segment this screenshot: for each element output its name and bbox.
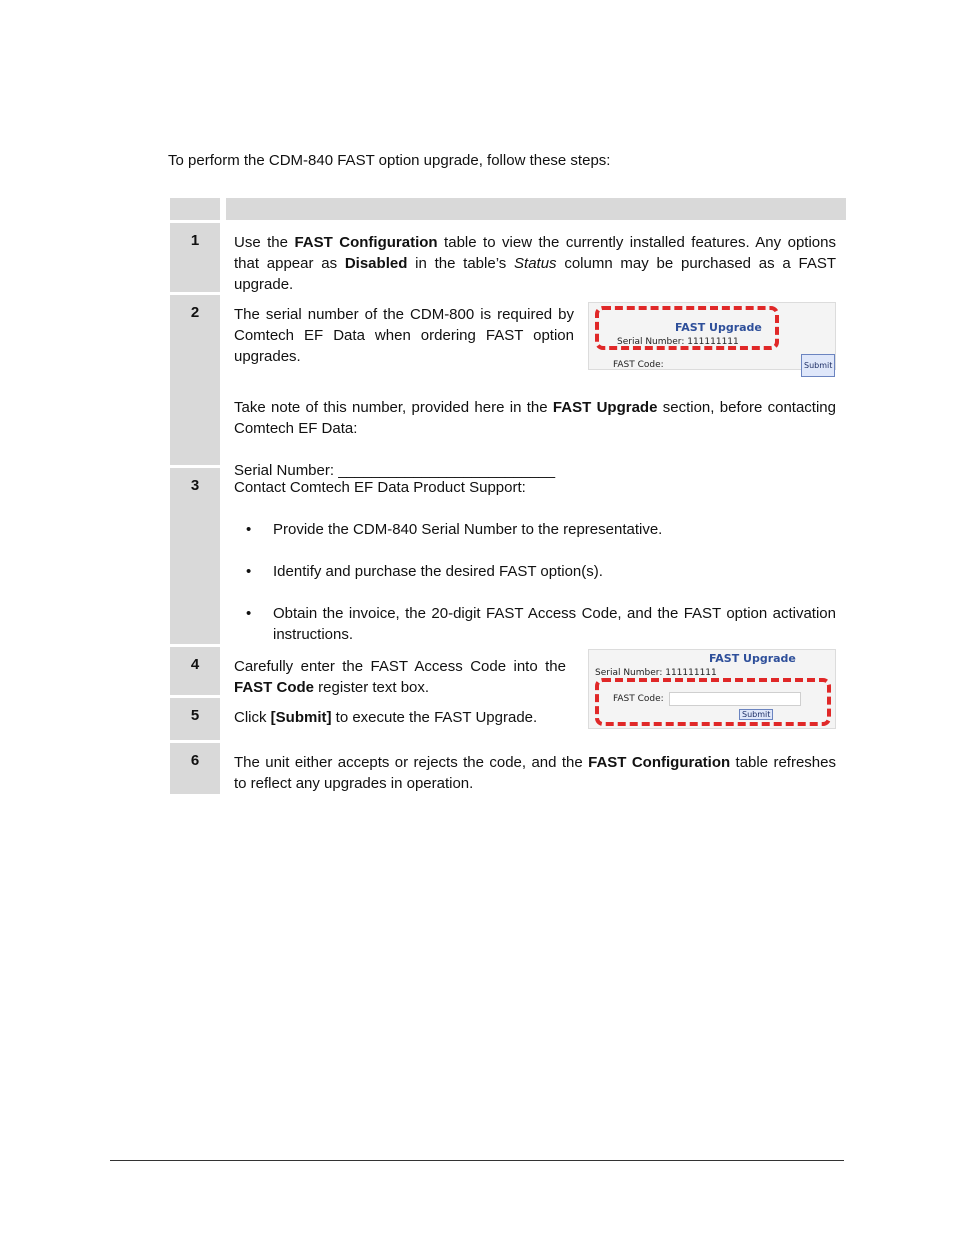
step-text: Click [Submit] to execute the FAST Upgrade.: [234, 709, 538, 726]
step-number: 2: [170, 295, 220, 465]
footer-divider: [110, 1160, 844, 1161]
step-text: Use the FAST Configuration table to view the currently installed features. Any options that appear as Disabled in the table’s Status column may be purchased as a FAST upgrade.: [234, 234, 836, 293]
list-item: • Provide the CDM-840 Serial Number to the representative.: [246, 521, 663, 538]
step-number: 5: [170, 698, 220, 740]
table-row: [170, 295, 846, 479]
highlight-serial-box: [595, 306, 779, 350]
screenshot-code-label: FAST Code:: [613, 694, 664, 704]
fast-upgrade-screenshot: [588, 302, 836, 370]
list-item: • Identify and purchase the desired FAST option(s).: [246, 563, 603, 580]
header-action-cell: [226, 198, 846, 220]
step-2-p2: Take note of this number, provided here in the FAST Upgrade section, before contacting Comtech EF Data:: [234, 399, 836, 437]
step-text: The unit either accepts or rejects the code, and the FAST Configuration table refreshes to reflect any upgrades in operation.: [234, 754, 836, 792]
steps-table: [170, 198, 846, 797]
table-row: [170, 223, 846, 292]
screenshot-serial-label: Serial Number: 111111111: [595, 668, 717, 678]
header-step-cell: [170, 198, 220, 220]
step-number: 1: [170, 223, 220, 292]
step-2-p1: The serial number of the CDM-800 is required by Comtech EF Data when ordering FAST option upgrades.: [234, 306, 574, 365]
highlight-code-box: [595, 678, 831, 726]
screenshot-submit-button: Submit: [801, 354, 835, 377]
screenshot-title: FAST Upgrade: [709, 652, 796, 665]
step-text: [226, 295, 846, 479]
table-row: [170, 468, 846, 644]
steps-4-5-group: [170, 647, 846, 740]
step-text: Carefully enter the FAST Access Code into the FAST Code register text box.: [234, 658, 566, 696]
fast-code-screenshot: [588, 649, 836, 729]
step-number: 3: [170, 468, 220, 644]
serial-number-line: Serial Number: __________________________: [234, 462, 556, 479]
list-item: • Obtain the invoice, the 20-digit FAST Access Code, and the FAST option activation instructions.: [246, 605, 836, 643]
screenshot-submit-button: Submit: [739, 709, 773, 720]
table-header-row: [170, 198, 846, 220]
table-row: [170, 743, 846, 794]
step-number: 4: [170, 647, 220, 695]
screenshot-serial-label: Serial Number: 111111111: [617, 337, 739, 347]
step-number: 6: [170, 743, 220, 794]
intro-text: To perform the CDM-840 FAST option upgrade, follow these steps:: [168, 152, 611, 169]
step-3-lead: Contact Comtech EF Data Product Support:: [234, 479, 526, 496]
step-text: [226, 468, 846, 644]
screenshot-code-label: FAST Code:: [613, 360, 664, 370]
screenshot-title: FAST Upgrade: [675, 321, 762, 334]
